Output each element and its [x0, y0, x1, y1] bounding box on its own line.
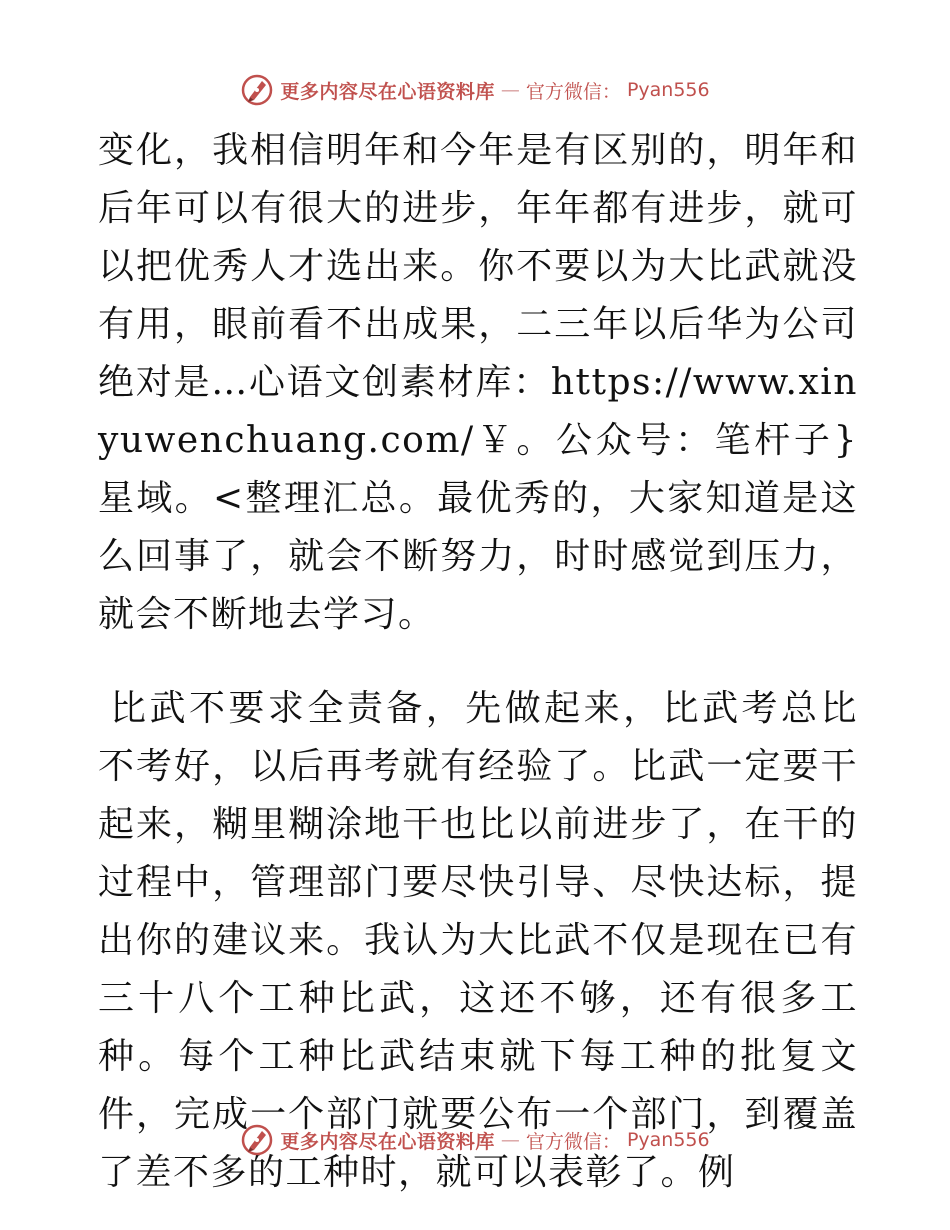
paragraph-2: 比武不要求全责备，先做起来，比武考总比不考好，以后再考就有经验了。比武一定要干起来，糊里糊涂地干也比以前进步了，在干的过程中，管理部门要尽快引导、尽快达标，提出你的建议来。我认为大比武不仅是现在已有三十八个工种比武，这还不够，还有很多工种。每个工种比武结束就下每工种的批复文件，完成一个部门就要公布一个部门，到覆盖了差不多的工种时，就可以表彰了。例: [98, 688, 858, 1193]
pen-nib-logo-icon: [240, 1123, 274, 1157]
header-brand-text: 更多内容尽在心语资料库: [280, 80, 495, 103]
header-dash: —: [500, 79, 520, 101]
footer-dash: —: [500, 1129, 520, 1151]
footer-wechat-id: Pyan556: [626, 1129, 710, 1151]
header-wechat-id: Pyan556: [626, 79, 710, 101]
footer-banner: [0, 1122, 950, 1158]
header-wechat-label: 官方微信：: [525, 80, 621, 103]
pen-nib-logo-icon: [240, 73, 274, 107]
document-body: [98, 122, 858, 1202]
footer-wechat-label: 官方微信：: [525, 1130, 621, 1153]
header-banner: [0, 72, 950, 108]
footer-brand-text: 更多内容尽在心语资料库: [280, 1130, 495, 1153]
paragraph-1: 变化，我相信明年和今年是有区别的，明年和后年可以有很大的进步，年年都有进步，就可以把优秀人才选出来。你不要以为大比武就没有用，眼前看不出成果，二三年以后华为公司绝对是…心语文创素材库：https://www.xinyuwenchuang.com/￥。公众号：笔杆子}星域。<整理汇总。最优秀的，大家知道是这么回事了，就会不断努力，时时感觉到压力，就会不断地去学习。: [98, 130, 858, 635]
